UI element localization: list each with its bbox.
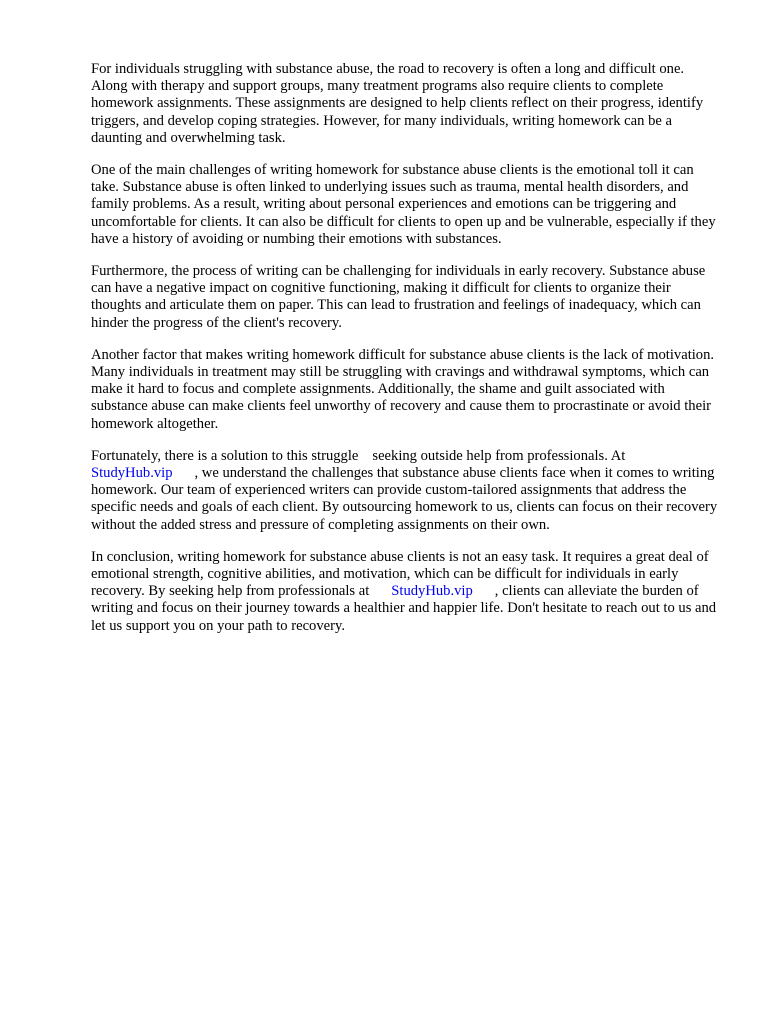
paragraph-motivation: Another factor that makes writing homework difficult for substance abuse clients is the lack of motivation. Many individuals in treatment may still be struggling with cravings and withdrawal symptoms, which can make it hard to focus and complete assignments. Additionally, the shame and guilt associated with substance abuse can make clients feel unworthy of recovery and cause them to procrastinate or avoid their homework altogether. [91, 346, 715, 432]
solution-text-end: , we understand the challenges that substance abuse clients face when it comes to writing homework. Our team of experienced writers can provide custom-tailored assignments that address the specific needs and goals of each client. By outsourcing homework to us, clients can focus on their recovery without the added stress and pressure of completing assignments on their own. [91, 465, 718, 533]
conclusion-text-end: , clients can alleviate the burden of writing and focus on their journey towards a healthier and happier life. Don't hesitate to reach out to us and let us support you on your path to recovery. [91, 583, 717, 634]
paragraph-conclusion [91, 549, 723, 635]
paragraph-solution [91, 448, 723, 534]
solution-text-start: Fortunately, there is a solution to this struggle [91, 447, 359, 464]
document-body [91, 61, 723, 650]
paragraph-emotional-toll: One of the main challenges of writing homework for substance abuse clients is the emotional toll it can take. Substance abuse is often linked to underlying issues such as trauma, mental health disorders, and family problems. As a result, writing about personal experiences and emotions can be triggering and uncomfortable for clients. It can also be difficult for clients to open up and be vulnerable, especially if they have a history of avoiding or numbing their emotions with substances. [91, 162, 716, 247]
paragraph-intro: For individuals struggling with substance abuse, the road to recovery is often a long and difficult one. Along with therapy and support groups, many treatment programs also require clients to complete homework assignments. These assignments are designed to help clients reflect on their progress, identify triggers, and develop coping strategies. However, for many individuals, writing homework can be a daunting and overwhelming task. [91, 61, 704, 146]
studyhub-link[interactable]: StudyHub.vip [91, 465, 173, 482]
conclusion-text-start: In conclusion, writing homework for substance abuse clients is not an easy task. It requires a great deal of emotional strength, cognitive abilities, and motivation, which can be difficult for individuals in early recovery. By seeking help from professionals at [91, 548, 709, 600]
paragraph-cognitive: Furthermore, the process of writing can be challenging for individuals in early recovery. Substance abuse can have a negative impact on cognitive functioning, making it difficult for clients to organize their thoughts and articulate them on paper. This can lead to frustration and feelings of inadequacy, which can hinder the progress of the client's recovery. [91, 263, 706, 331]
studyhub-link-conclusion[interactable]: StudyHub.vip [391, 583, 473, 600]
solution-text-middle: seeking outside help from professionals. At [372, 447, 626, 464]
